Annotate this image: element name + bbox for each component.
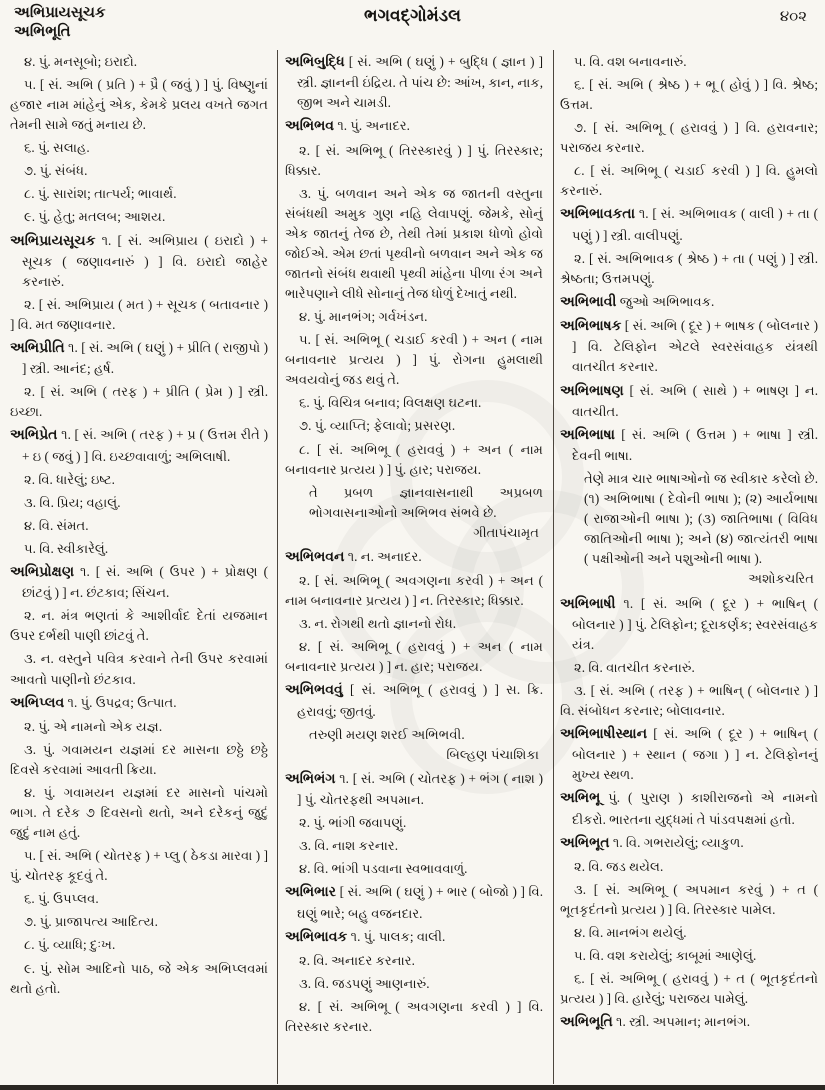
headword: અભિપ્લવ xyxy=(10,695,65,711)
sense-paragraph: ૬. પું. ઉપપ્લવ. xyxy=(24,891,99,907)
headword: અભિભાવી xyxy=(560,294,617,310)
sense-paragraph: ૨. [ સં. અભિપ્રાય ( મત ) + સૂચક ( બતાવનાર ) ] વિ. મત જણાવનાર. xyxy=(10,296,268,332)
sense-paragraph: ૪. પું. ગવામયન યજ્ઞમાં દર માસનો પાંચમો ભાગ. તે દરેક ૭ દિવસનો થતો, અને દરેકનું જુદું જુદું નામ હતું. xyxy=(10,785,268,841)
sense-paragraph: ૪. પું. મનસૂબો; ઇરાદો. xyxy=(24,54,138,69)
sense-paragraph: ૨. વિ. અનાદર કરનાર. xyxy=(299,952,415,968)
headword: અભિભાવક xyxy=(285,929,348,945)
headword: અભિપ્રેત xyxy=(10,428,58,444)
headword: અભિભૂતિ xyxy=(560,1015,613,1031)
entry-paragraph: અભિબુદ્ધિ [ સં. અભિ ( ઘણું ) + બુદ્ધિ ( જ્ઞાન ) ] સ્ત્રી. જ્ઞાનની ઇંદ્રિય. તે પાંચ છે: આંખ, કાન, નાક, જીભ અને ચામડી. xyxy=(285,54,543,111)
sense-paragraph: ૯. પું. હેતુ; મતલબ; આશય. xyxy=(24,209,166,225)
citation-paragraph: બિલ્હણ પંચાશિકા xyxy=(446,746,539,762)
entry-paragraph: અભિભાર [ સં. અભિ ( ઘણું ) + ભાર ( બોજો ) ] વિ. ઘણું ભારે; બહુ વજનદાર. xyxy=(285,884,543,921)
entry-paragraph: અભિભૂત ૧. વિ. ગભરાયેલું; વ્યાકુળ. xyxy=(560,834,744,851)
headword: અભિભાષણ xyxy=(560,383,624,399)
sense-paragraph: ૨. વિ. ધારેલું; ઇષ્ટ. xyxy=(24,471,115,487)
sense-paragraph: ૮. [ સં. અભિભૂ ( ચડાઈ કરવી ) ] વિ. હુમલો કરનારું. xyxy=(560,163,818,199)
sense-paragraph: ૪. વિ. ભાંગી પડવાના સ્વભાવવાળું. xyxy=(299,861,468,877)
guide-word-top: અભિપ્રાયસૂચક xyxy=(14,5,106,21)
sense-paragraph: ૨. પું. ભાંગી જવાપણું. xyxy=(299,815,407,831)
dictionary-column-3 xyxy=(560,52,818,1082)
headword: અભિભાષી xyxy=(560,596,616,612)
citation-paragraph: ગીતાપંચામૃત xyxy=(473,524,539,540)
sense-paragraph: ૩. પું. ગવામયન યજ્ઞમાં દર માસના છઠ્ઠે છઠ્ઠે દિવસે કરવામાં આવતી ક્રિયા. xyxy=(10,741,268,777)
entry-paragraph: અભિભૂતિ ૧. સ્ત્રી. અપમાન; માનભંગ. xyxy=(560,1014,751,1031)
sense-paragraph: ૭. પું. સંબંધ. xyxy=(24,163,88,179)
entry-paragraph: અભિભાવકતા ૧. [ સં. અભિભાવક ( વાલી ) + તા ( પણું ) ] સ્ત્રી. વાલીપણું. xyxy=(560,206,818,243)
sense-paragraph: ૪. વિ. માનભંગ થયેલું. xyxy=(574,925,687,941)
dictionary-column-1 xyxy=(10,52,268,1082)
entry-paragraph: અભિભાવક ૧. પું. પાલક; વાલી. xyxy=(285,928,446,945)
sense-paragraph: ૮. પું. વ્યાધિ; દુઃખ. xyxy=(24,937,116,953)
sense-paragraph: ૩. વિ. નાશ કરનાર. xyxy=(299,838,398,854)
entry-paragraph: અભિપ્રીતિ ૧. [ સં. અભિ ( ઘણું ) + પ્રીતિ ( રાજીપો ) ] સ્ત્રી. આનંદ; હર્ષ. xyxy=(10,340,268,377)
entry-paragraph: અભિભૂ પું. ( પુરાણ ) કાશીરાજનો એ નામનો દીકરો. ભારતના યુદ્ધમાં તે પાંડવપક્ષમાં હતો. xyxy=(560,790,818,827)
headword: અભિભવ xyxy=(285,119,335,135)
sense-paragraph: ૨. [ સં. અભિભાવક ( શ્રેષ્ઠ ) + તા ( પણું ) ] સ્ત્રી. શ્રેષ્ઠતા; ઉત્તમપણું. xyxy=(560,250,818,286)
quote-paragraph: તે પ્રબળ જ્ઞાનવાસનાથી અપ્રબળ ભોગવાસનાઓનો અભિભવ સંભવે છે. xyxy=(309,484,543,520)
quote-paragraph: તરુણી મયણ શરઈ અભિભવી. xyxy=(309,726,465,742)
sense-paragraph: ૩. વિ. જડપણું આણનારું. xyxy=(299,975,430,991)
entry-paragraph: અભિભવન ૧. ન. અનાદર. xyxy=(285,548,422,565)
sense-paragraph: ૩. [ સં. અભિભૂ ( અપમાન કરવું ) + ત ( ભૂતકૃદંતનો પ્રત્યય ) ] વિ. તિરસ્કાર પામેલ. xyxy=(560,882,818,918)
sense-paragraph: ૩. પું. બળવાન અને એક જ જાતની વસ્તુના સંબંધથી અમુક ગુણ નહિ લેવાપણું. જેમકે, સોનું એક જાતનું તેજ છે, તેથી તેમાં પ્રકાશ ધોળો હોવો જોઈએ. એમ છતાં પૃથ્વીનો બળવાન અને એક જ જાતનો સંબંધ થવાથી પૃથ્વી માંહેના પીળા રંગ અને ભારેપણાને લીધે સોનાનું તેજ ધોળું દેખાતું નથી. xyxy=(285,185,543,302)
sense-paragraph: ૫. વિ. સ્વીકારેલું. xyxy=(24,540,109,556)
sense-paragraph: ૨. વિ. જડ થયેલ. xyxy=(574,859,664,874)
sense-paragraph: ૬. પું. વિચિત્ર બનાવ; વિલક્ષણ ઘટના. xyxy=(299,395,482,411)
page-number: ૪૦૨ xyxy=(779,9,807,25)
headword: અભિપ્રીતિ xyxy=(10,341,65,356)
entry-paragraph: અભિભંગ ૧. [ સં. અભિ ( ચોતરફ ) + ભંગ ( નાશ ) ] પું. ચોતરફથી અપમાન. xyxy=(285,770,543,808)
sense-paragraph: ૬. [ સં. અભિભૂ ( હરાવવું ) + ત ( ભૂતકૃદંતનો પ્રત્યય ) ] વિ. હારેલું; પરાજય પામેલું. xyxy=(560,971,818,1007)
headword: અભિભાષીસ્થાન xyxy=(560,727,648,743)
sense-paragraph: ૫. [ સં. અભિ ( પ્રતિ ) + પ્રૈ ( જવું ) ] પું. વિષ્ણુનાં હજાર નામ માંહેનું એક, કેમકે પ્રલય વખતે જગત તેમની સામે જતું મનાય છે. xyxy=(10,77,268,133)
sense-paragraph: ૭. પું. પ્રાજાપત્ય આદિત્ય. xyxy=(24,914,158,930)
headword: અભિભાષક xyxy=(560,319,622,335)
entry-paragraph: અભિપ્રોક્ષણ ૧. [ સં. અભિ ( ઉપર ) + પ્રોક્ષણ ( છાંટવું ) ] ન. છંટકાવ; સિંચન. xyxy=(10,564,268,601)
dictionary-columns xyxy=(10,52,817,1082)
sense-paragraph: ૮. પું. સારાંશ; તાત્પર્ય; ભાવાર્થ. xyxy=(24,186,177,202)
sense-paragraph: ૪. [ સં. અભિભૂ ( હરાવવું ) + અન ( નામ બનાવનાર પ્રત્યય ) ] ન. હાર; પરાજય. xyxy=(285,639,543,675)
scan-edge-line xyxy=(0,1085,825,1090)
sense-paragraph: ૮. [ સં. અભિભૂ ( હરાવવું ) + અન ( નામ બનાવનાર પ્રત્યય ) ] પું. હાર; પરાજય. xyxy=(285,441,543,477)
sense-paragraph: ૩. વિ. પ્રિય; વહાલું. xyxy=(24,494,121,510)
entry-paragraph: અભિપ્રાયસૂચક ૧. [ સં. અભિપ્રાય ( ઇરાદો ) + સૂચક ( જણાવનારું ) ] વિ. ઇરાદો જાહેર કરનારું. xyxy=(10,232,268,289)
sense-paragraph: ૨. ન. મંત્ર ભણતાં કે આશીર્વાદ દેતાં યજમાન ઉપર દર્ભથી પાણી છાંટવું તે. xyxy=(10,608,268,644)
sense-paragraph: ૨. [ સં. અભિ ( તરફ ) + પ્રીતિ ( પ્રેમ ) ] સ્ત્રી. ઇચ્છા. xyxy=(10,384,268,420)
sense-paragraph: ૨. વિ. વાતચીત કરનારું. xyxy=(574,659,695,675)
sense-paragraph: ૬. [ સં. અભિ ( શ્રેષ્ઠ ) + ભૂ ( હોવું ) ] વિ. શ્રેષ્ઠ; ઉત્તમ. xyxy=(560,77,818,113)
headword: અભિપ્રાયસૂચક xyxy=(10,233,96,249)
sense-paragraph: ૨. [ સં. અભિભૂ ( તિરસ્કારવું ) ] પું. તિરસ્કાર; ધિક્કાર. xyxy=(285,142,543,178)
headword: અભિભંગ xyxy=(285,771,336,787)
sense-paragraph: ૫. વિ. વશ બનાવનારું. xyxy=(574,54,687,69)
entry-paragraph: અભિપ્રેત ૧. [ સં. અભિ ( તરફ ) + પ્ર ( ઉત્તમ રીતે ) + ઇ ( જવું ) ] વિ. ઇચ્છવાવાળું; અભિલાષી. xyxy=(10,427,268,464)
page-title: ભગવદ્ગોમંડલ xyxy=(364,6,461,25)
headword: અભિભૂ xyxy=(560,791,601,807)
headword: અભિભાર xyxy=(285,885,336,901)
headword: અભિભવવું xyxy=(285,683,343,699)
headword: અભિપ્રોક્ષણ xyxy=(10,565,75,580)
sense-paragraph: ૨. પું. એ નામનો એક યજ્ઞ. xyxy=(24,718,163,734)
sense-paragraph: ૪. [ સં. અભિભૂ ( અવગણના કરવી ) ] વિ. તિરસ્કાર કરનાર. xyxy=(285,999,543,1035)
sense-paragraph: ૭. પું. વ્યાપ્તિ; ફેલાવો; પ્રસરણ. xyxy=(299,418,456,434)
headword: અભિભાષા xyxy=(560,427,615,443)
sense-paragraph: ૪. વિ. સંમત. xyxy=(24,517,89,533)
sense-paragraph: ૩. ન. વસ્તુને પવિત્ર કરવાને તેની ઉપર કરવામાં આવતો પાણીનો છંટકાવ. xyxy=(10,651,268,687)
sense-paragraph: ૬. પું. સલાહ. xyxy=(24,140,90,156)
citation-paragraph: અશોકચરિત xyxy=(748,571,814,587)
sense-paragraph: ૫. [ સં. અભિ ( ચોતરફ ) + પ્લુ ( ઠેકડા મારવા ) ] પું. ચોતરફ કૂદવું તે. xyxy=(10,848,268,884)
sense-paragraph: ૫. વિ. વશ કરાયેલું; કાબૂમાં આણેલું. xyxy=(574,948,757,964)
entry-paragraph: અભિભાવી જુઓ અભિભાવક. xyxy=(560,293,715,310)
sense-paragraph: ૭. [ સં. અભિભૂ ( હરાવવું ) ] વિ. હરાવનાર; પરાજય કરનાર. xyxy=(560,120,818,156)
entry-paragraph: અભિભાષણ [ સં. અભિ ( સાથે ) + ભાષણ ] ન. વાતચીત. xyxy=(560,382,818,419)
dictionary-column-2 xyxy=(285,52,543,1082)
headword: અભિભૂત xyxy=(560,835,610,851)
entry-paragraph: અભિભવ ૧. પું. અનાદર. xyxy=(285,118,410,135)
sense-paragraph: ૪. પું. માનભંગ; ગર્વખંડન. xyxy=(299,309,428,325)
entry-paragraph: અભિભાષક [ સં. અભિ ( દૂર ) + ભાષક ( બોલનાર ) ] વિ. ટેલિફોન એટલે સ્વરસંવાહક યંત્રથી વાતચીત કરનાર. xyxy=(560,318,818,375)
entry-paragraph: અભિભાષી ૧. [ સં. અભિ ( દૂર ) + ભાષિન્ ( બોલનાર ) ] પું. ટેલિફોન; દૂરાકર્ણક; સ્વરસંવાહક યંત્ર. xyxy=(560,595,818,652)
headword: અભિભવન xyxy=(285,549,345,565)
quote-paragraph: તેણે માત્ર ચાર ભાષાઓનો જ સ્વીકાર કરેલો છે. (૧) અભિભાષા ( દેવોની ભાષા ); (૨) આર્યભાષા ( રાજાઓની ભાષા ); (૩) જાતિભાષા ( વિવિધ જાતિઓની ભાષા ); અને (૪) જાત્યંતરી ભાષા ( પક્ષીઓની અને પશુઓની ભાષા ). xyxy=(584,471,818,567)
sense-paragraph: ૨. [ સં. અભિભૂ ( અવગણના કરવી ) + અન ( નામ બનાવનાર પ્રત્યય ) ] ન. તિરસ્કાર; ધિક્કાર. xyxy=(285,573,543,609)
sense-paragraph: ૩. [ સં. અભિ ( તરફ ) + ભાષિન્ ( બોલનાર ) ] વિ. સંબોધન કરનાર; બોલાવનાર. xyxy=(560,682,818,718)
entry-paragraph: અભિભવવું [ સં. અભિભૂ ( હરાવવું ) ] સ. ક્રિ. હરાવવું; જીતવું. xyxy=(285,682,543,719)
headword: અભિભાવકતા xyxy=(560,207,635,223)
sense-paragraph: ૩. ન. રોગથી થતો જ્ઞાનનો રોધ. xyxy=(299,616,457,632)
headword: અભિબુદ્ધિ xyxy=(285,55,345,70)
guide-word-bottom: અભિભૂતિ xyxy=(14,24,71,40)
entry-paragraph: અભિભાષીસ્થાન [ સં. અભિ ( દૂર ) + ભાષિન્ ( બોલનાર ) + સ્થાન ( જગા ) ] ન. ટેલિફોનનું મુખ્ય સ્થળ. xyxy=(560,726,818,783)
sense-paragraph: ૫. [ સં. અભિભૂ ( ચડાઈ કરવી ) + અન ( નામ બનાવનાર પ્રત્યય ) ] પું. રોગના હુમલાથી અવયવોનું જડ થવું તે. xyxy=(285,332,543,388)
page-header xyxy=(14,4,811,50)
sense-paragraph: ૯. પું. સોમ આદિનો પાઠ, જે એક અભિપ્લવમાં થતો હતો. xyxy=(10,960,268,996)
entry-paragraph: અભિભાષા [ સં. અભિ ( ઉત્તમ ) + ભાષા ] સ્ત્રી. દેવની ભાષા. xyxy=(560,426,818,464)
entry-paragraph: અભિપ્લવ ૧. પું. ઉપદ્રવ; ઉત્પાત. xyxy=(10,694,177,711)
